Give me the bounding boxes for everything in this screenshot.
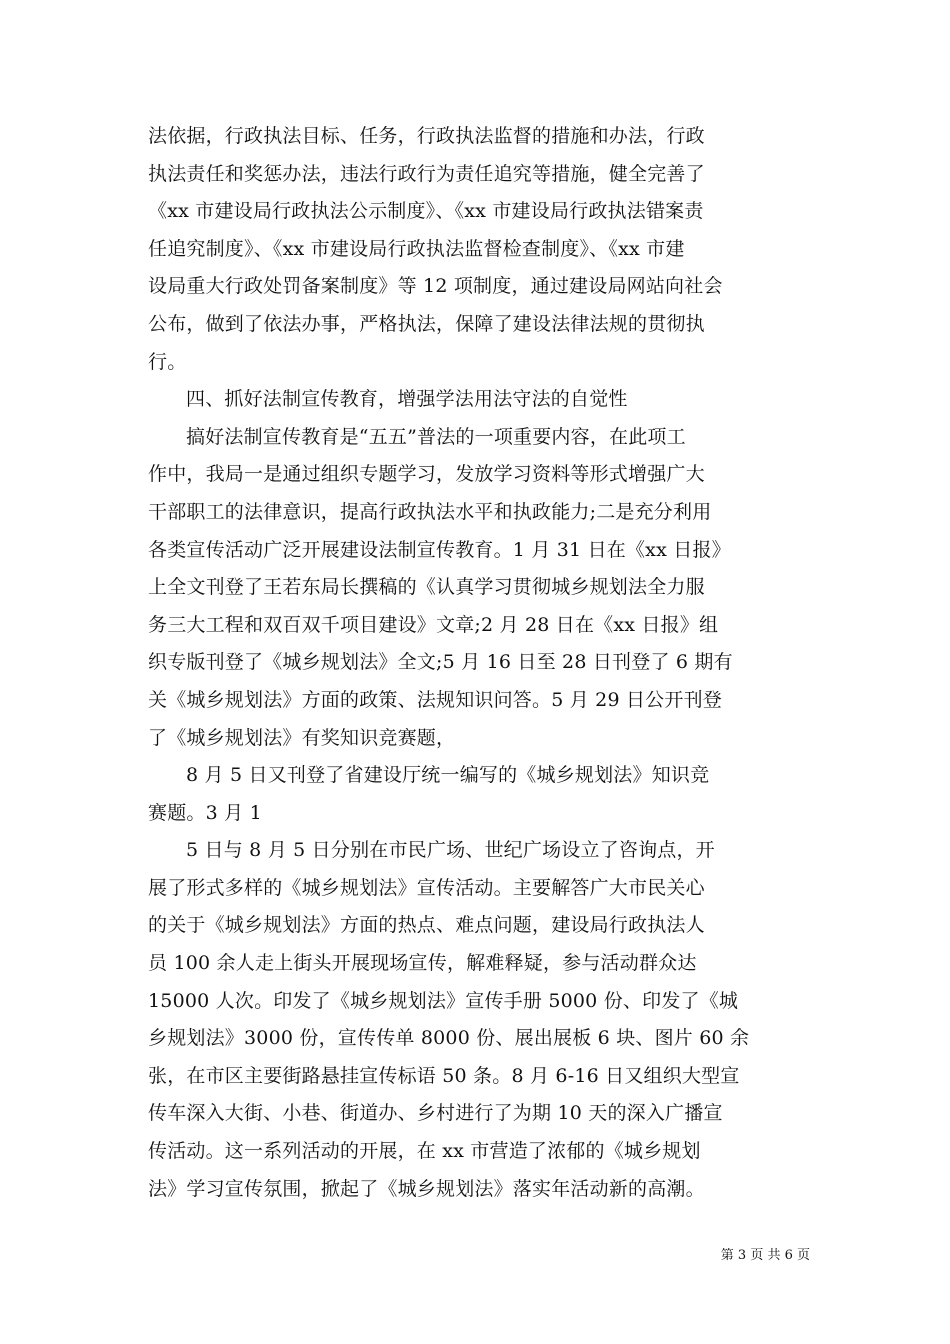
text-line: 传活动。这一系列活动的开展，在 xx 市营造了浓郁的《城乡规划 xyxy=(148,1140,701,1163)
text-line: 任追究制度》、《xx 市建设局行政执法监督检查制度》、《xx 市建 xyxy=(148,237,685,260)
text-line: 5 日与 8 月 5 日分别在市民广场、世纪广场设立了咨询点，开 xyxy=(186,839,715,862)
text-line: 作中，我局一是通过组织专题学习，发放学习资料等形式增强广大 xyxy=(148,463,705,486)
section-heading: 四、抓好法制宣传教育，增强学法用法守法的自觉性 xyxy=(186,388,628,411)
text-line: 张，在市区主要街路悬挂宣传标语 50 条。8 月 6-16 日又组织大型宣 xyxy=(148,1064,740,1087)
text-line: 员 100 余人走上街头开展现场宣传，解难释疑，参与活动群众达 xyxy=(148,952,697,975)
text-line: 法依据，行政执法目标、任务，行政执法监督的措施和办法，行政 xyxy=(148,125,705,147)
text-line: 关《城乡规划法》方面的政策、法规知识问答。5 月 29 日公开刊登 xyxy=(148,688,722,711)
text-line: 法》学习宣传氛围，掀起了《城乡规划法》落实年活动新的高潮。 xyxy=(148,1177,705,1200)
body-text xyxy=(148,118,812,1208)
text-line: 15000 人次。印发了《城乡规划法》宣传手册 5000 份、印发了《城 xyxy=(148,989,739,1012)
text-line: 8 月 5 日又刊登了省建设厅统一编写的《城乡规划法》知识竞 xyxy=(186,764,710,787)
text-line: 干部职工的法律意识，提高行政执法水平和执政能力;二是充分利用 xyxy=(148,500,712,523)
text-line: 各类宣传活动广泛开展建设法制宣传教育。1 月 31 日在《xx 日报》 xyxy=(148,538,731,561)
text-line: 务三大工程和双百双千项目建设》文章;2 月 28 日在《xx 日报》组 xyxy=(148,613,719,636)
text-line: 了《城乡规划法》有奖知识竞赛题， xyxy=(148,726,456,749)
text-line: 乡规划法》3000 份，宣传传单 8000 份、展出展板 6 块、图片 60 余 xyxy=(148,1027,750,1050)
text-line: 设局重大行政处罚备案制度》等 12 项制度，通过建设局网站向社会 xyxy=(148,275,723,298)
text-line: 传车深入大街、小巷、街道办、乡村进行了为期 10 天的深入广播宣 xyxy=(148,1102,723,1125)
text-line: 行。 xyxy=(148,350,187,373)
text-line: 赛题。3 月 1 xyxy=(148,801,262,824)
text-line: 的关于《城乡规划法》方面的热点、难点问题，建设局行政执法人 xyxy=(148,914,705,937)
text-line: 展了形式多样的《城乡规划法》宣传活动。主要解答广大市民关心 xyxy=(148,876,705,899)
text-line: 织专版刊登了《城乡规划法》全文;5 月 16 日至 28 日刊登了 6 期有 xyxy=(148,651,733,674)
text-line: 上全文刊登了王若东局长撰稿的《认真学习贯彻城乡规划法全力服 xyxy=(148,576,705,599)
text-line: 《xx 市建设局行政执法公示制度》、《xx 市建设局行政执法错案责 xyxy=(148,200,704,223)
page-number: 第 3 页 共 6 页 xyxy=(720,1248,810,1263)
text-line: 执法责任和奖惩办法，违法行政行为责任追究等措施，健全完善了 xyxy=(148,162,705,185)
text-line: 公布，做到了依法办事，严格执法，保障了建设法律法规的贯彻执 xyxy=(148,312,705,335)
text-line: 搞好法制宣传教育是“五五”普法的一项重要内容，在此项工 xyxy=(186,425,686,448)
